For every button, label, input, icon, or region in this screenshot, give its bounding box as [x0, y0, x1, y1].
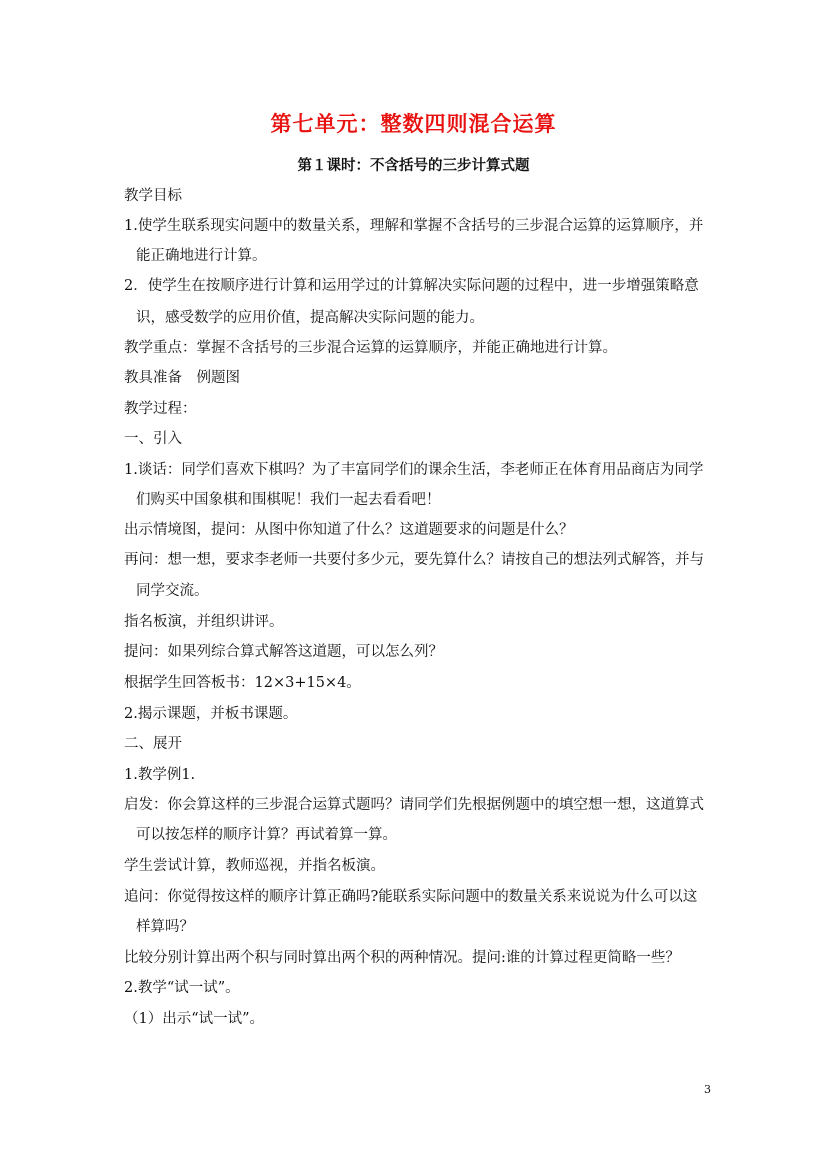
text-line: 1.使学生联系现实问题中的数量关系，理解和掌握不含括号的三步混合运算的运算顺序，并: [124, 218, 704, 234]
text-line: 教学目标: [124, 188, 182, 204]
text-line: 2．使学生在按顺序进行计算和运用学过的计算解决实际问题的过程中，进一步增强策略意: [124, 278, 699, 294]
text-line: 教学过程：: [124, 401, 197, 417]
page-number: 3: [704, 1083, 711, 1096]
lesson-subtitle: 第１课时：不含括号的三步计算式题: [297, 157, 530, 174]
text-line: 比较分别计算出两个积与同时算出两个积的两种情况。提问:谁的计算过程更简略一些？: [124, 950, 680, 966]
text-line: 样算吗？: [136, 919, 194, 935]
text-line: 1.谈话：同学们喜欢下棋吗？为了丰富同学们的课余生活，李老师正在体育用品商店为同学: [124, 462, 704, 478]
text-line: 可以按怎样的顺序计算？再试着算一算。: [136, 827, 397, 843]
text-line: 出示情境图，提问：从图中你知道了什么？这道题要求的问题是什么？: [124, 522, 574, 538]
text-line: 追问：你觉得按这样的顺序计算正确吗?能联系实际问题中的数量关系来说说为什么可以这: [124, 889, 698, 905]
text-line: 2.揭示课题，并板书课题。: [124, 706, 298, 722]
text-line: 同学交流。: [136, 583, 209, 599]
text-line: 们购买中国象棋和围棋呢！我们一起去看看吧！: [136, 492, 441, 508]
text-line: 一、引入: [124, 431, 182, 447]
text-line: （1）出示“试一试”。: [124, 1011, 265, 1027]
text-line: 识，感受数学的应用价值，提高解决实际问题的能力。: [136, 310, 484, 326]
text-line: 2.教学“试一试”。: [124, 980, 240, 996]
text-line: 提问：如果列综合算式解答这道题，可以怎么列？: [124, 644, 443, 660]
text-line: 再问：想一想，要求李老师一共要付多少元，要先算什么？请按自己的想法列式解答，并与: [124, 552, 704, 568]
text-line: 学生尝试计算，教师巡视，并指名板演。: [124, 858, 385, 874]
text-line: 根据学生回答板书：12×3+15×4。: [124, 675, 361, 691]
text-line: 指名板演，并组织讲评。: [124, 614, 284, 630]
text-line: 二、展开: [124, 736, 182, 752]
text-line: 1.教学例1.: [124, 767, 196, 783]
text-line: 启发：你会算这样的三步混合运算式题吗？请同学们先根据例题中的填空想一想，这道算式: [124, 797, 704, 813]
text-line: 能正确地进行计算。: [136, 248, 267, 264]
text-line: 教具准备 例题图: [124, 370, 240, 386]
unit-title: 第七单元：整数四则混合运算: [270, 111, 557, 136]
text-line: 教学重点：掌握不含括号的三步混合运算的运算顺序，并能正确地进行计算。: [124, 340, 617, 356]
